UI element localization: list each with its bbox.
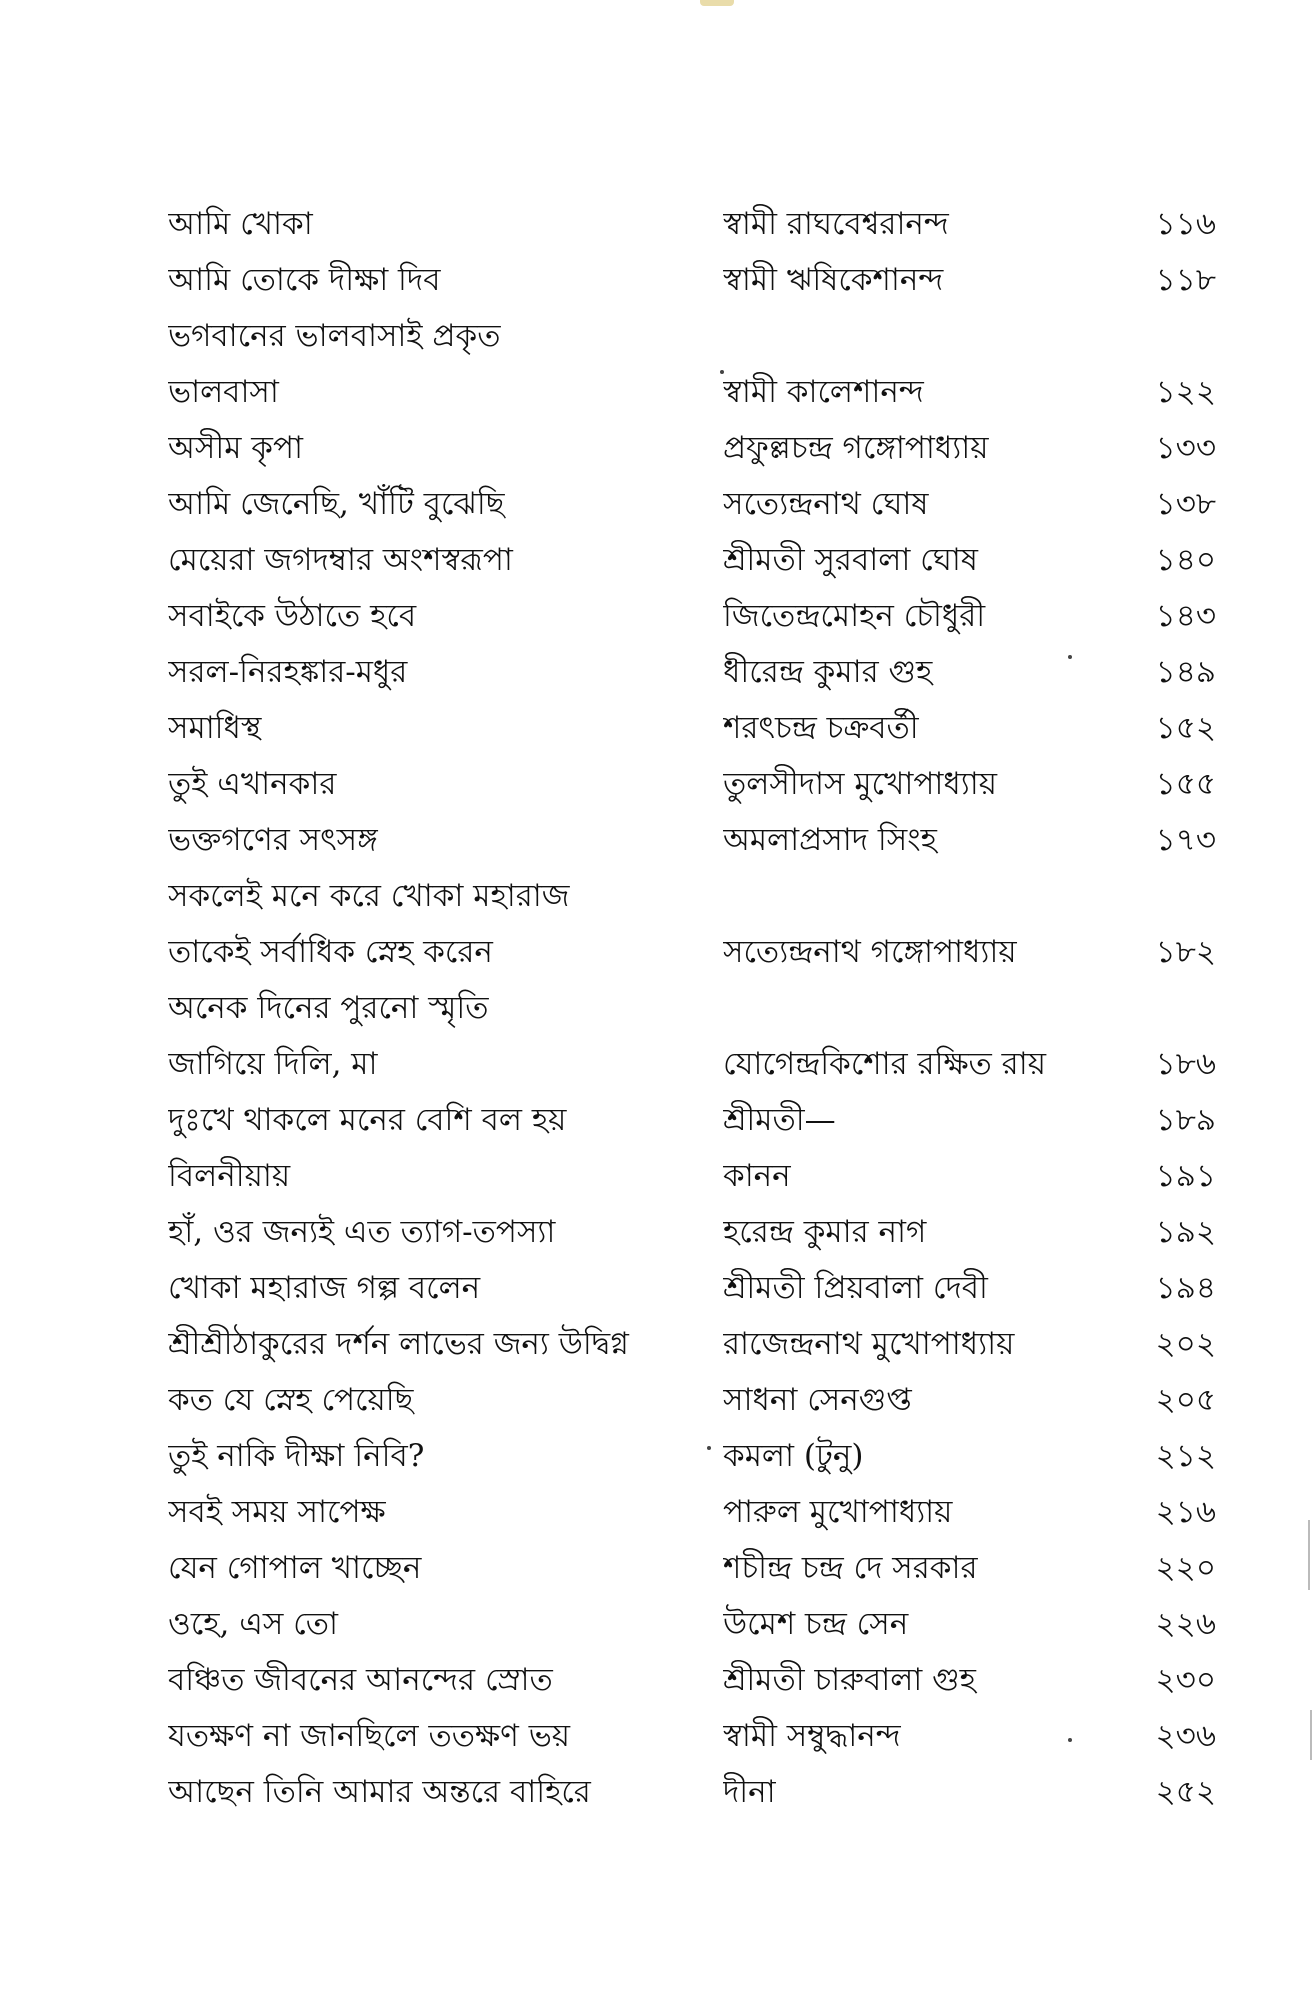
toc-title: অনেক দিনের পুরনো স্মৃতি: [168, 990, 489, 1026]
speck: [1068, 1738, 1072, 1742]
toc-author: শচীন্দ্র চন্দ্র দে সরকার: [723, 1550, 978, 1586]
toc-page-number: ১৪০: [1155, 542, 1216, 578]
toc-page-number: ১৯২: [1155, 1214, 1216, 1250]
toc-page-number: ২১২: [1155, 1438, 1216, 1474]
toc-author: শরৎচন্দ্র চক্রবর্তী: [723, 710, 919, 746]
toc-page-number: ১৯৪: [1155, 1270, 1216, 1306]
toc-page-number: ১৫৫: [1155, 766, 1216, 802]
toc-row: [168, 1484, 1248, 1540]
toc-row: [168, 1764, 1248, 1820]
toc-page-number: ১৩৮: [1155, 486, 1216, 522]
toc-page-number: ১৮২: [1155, 934, 1216, 970]
toc-page-number: ২৫২: [1155, 1774, 1216, 1810]
toc-author: শ্রীমতী প্রিয়বালা দেবী: [723, 1270, 988, 1306]
page-edge-mark: [1308, 1520, 1310, 1590]
toc-title: ওহে, এস তো: [168, 1606, 339, 1642]
toc-row: [168, 1708, 1248, 1764]
toc-author: স্বামী রাঘবেশ্বরানন্দ: [723, 206, 949, 242]
toc-title: সবই সময় সাপেক্ষ: [168, 1494, 386, 1530]
toc-author: স্বামী সম্বুদ্ধানন্দ: [723, 1718, 901, 1754]
toc-author: পারুল মুখোপাধ্যায়: [723, 1494, 953, 1530]
toc-page-number: ১৪৩: [1155, 598, 1216, 634]
toc-author: স্বামী কালেশানন্দ: [723, 374, 924, 410]
toc-row: [168, 1260, 1248, 1316]
toc-author: কমলা (টুনু): [723, 1438, 864, 1474]
toc-row: [168, 1092, 1248, 1148]
toc-author: তুলসীদাস মুখোপাধ্যায়: [723, 766, 997, 802]
toc-page-number: ১৭৩: [1155, 822, 1216, 858]
toc-row: [168, 476, 1248, 532]
toc-author: উমেশ চন্দ্র সেন: [723, 1606, 909, 1642]
table-of-contents: [168, 196, 1248, 1820]
toc-author: যোগেন্দ্রকিশোর রক্ষিত রায়: [723, 1046, 1046, 1082]
toc-page-number: ১১৬: [1155, 206, 1216, 242]
toc-title: যতক্ষণ না জানছিলে ততক্ষণ ভয়: [168, 1718, 571, 1754]
toc-row: [168, 196, 1248, 252]
toc-row: [168, 252, 1248, 308]
toc-page-number: ১৪৯: [1155, 654, 1216, 690]
toc-title: আমি তোকে দীক্ষা দিব: [168, 262, 441, 298]
toc-author: হরেন্দ্র কুমার নাগ: [723, 1214, 927, 1250]
toc-title: দুঃখে থাকলে মনের বেশি বল হয়: [168, 1102, 567, 1138]
toc-title: বিলনীয়ায়: [168, 1158, 291, 1194]
toc-title: জাগিয়ে দিলি, মা: [168, 1046, 378, 1082]
toc-page-number: ১৮৯: [1155, 1102, 1216, 1138]
toc-row: [168, 308, 1248, 364]
toc-author: শ্রীমতী চারুবালা গুহ: [723, 1662, 976, 1698]
toc-title: সকলেই মনে করে খোকা মহারাজ: [168, 878, 570, 914]
toc-row: [168, 532, 1248, 588]
toc-author: স্বামী ঋষিকেশানন্দ: [723, 262, 944, 298]
toc-title: যেন গোপাল খাচ্ছেন: [168, 1550, 422, 1586]
toc-row: [168, 1204, 1248, 1260]
toc-author: সাধনা সেনগুপ্ত: [723, 1382, 912, 1418]
toc-row: [168, 1316, 1248, 1372]
speck: [720, 370, 724, 374]
toc-author: অমলাপ্রসাদ সিংহ: [723, 822, 937, 858]
toc-row: [168, 420, 1248, 476]
toc-page-number: ২২৬: [1155, 1606, 1216, 1642]
toc-row: [168, 756, 1248, 812]
toc-page-number: ২২০: [1155, 1550, 1216, 1586]
toc-title: সবাইকে উঠাতে হবে: [168, 598, 417, 634]
toc-author: শ্রীমতী—: [723, 1102, 836, 1138]
toc-page-number: ২৩৬: [1155, 1718, 1216, 1754]
toc-page-number: ২০৫: [1155, 1382, 1216, 1418]
toc-page-number: ১২২: [1155, 374, 1216, 410]
toc-row: [168, 1652, 1248, 1708]
toc-title: খোকা মহারাজ গল্প বলেন: [168, 1270, 481, 1306]
toc-title: আমি খোকা: [168, 206, 313, 242]
toc-title: মেয়েরা জগদম্বার অংশস্বরূপা: [168, 542, 513, 578]
toc-author: প্রফুল্লচন্দ্র গঙ্গোপাধ্যায়: [723, 430, 989, 466]
toc-row: [168, 1596, 1248, 1652]
toc-title: তুই নাকি দীক্ষা নিবি?: [168, 1438, 425, 1474]
toc-author: দীনা: [723, 1774, 776, 1810]
toc-row: [168, 644, 1248, 700]
toc-row: [168, 980, 1248, 1036]
toc-row: [168, 588, 1248, 644]
toc-author: সত্যেন্দ্রনাথ ঘোষ: [723, 486, 929, 522]
toc-title: ভালবাসা: [168, 374, 279, 410]
toc-row: [168, 812, 1248, 868]
toc-title: তুই এখানকার: [168, 766, 337, 802]
toc-title: ভক্তগণের সৎসঙ্গ: [168, 822, 378, 858]
toc-page-number: ১৯১: [1155, 1158, 1216, 1194]
toc-row: [168, 364, 1248, 420]
speck: [1068, 655, 1072, 659]
toc-page-number: ২০২: [1155, 1326, 1216, 1362]
toc-title: ভগবানের ভালবাসাই প্রকৃত: [168, 318, 501, 354]
toc-author: ধীরেন্দ্র কুমার গুহ: [723, 654, 933, 690]
toc-page-number: ১১৮: [1155, 262, 1216, 298]
toc-row: [168, 1428, 1248, 1484]
toc-row: [168, 1372, 1248, 1428]
toc-title: অসীম কৃপা: [168, 430, 303, 466]
toc-page-number: ২১৬: [1155, 1494, 1216, 1530]
toc-title: সরল-নিরহঙ্কার-মধুর: [168, 654, 408, 690]
toc-row: [168, 1540, 1248, 1596]
toc-page-number: ২৩০: [1155, 1662, 1216, 1698]
page-top-mark: [700, 0, 734, 6]
toc-title: সমাধিস্থ: [168, 710, 262, 746]
toc-title: বঞ্চিত জীবনের আনন্দের স্রোত: [168, 1662, 553, 1698]
toc-title: হাঁ, ওর জন্যই এত ত্যাগ-তপস্যা: [168, 1214, 556, 1250]
toc-title: আছেন তিনি আমার অন্তরে বাহিরে: [168, 1774, 591, 1810]
toc-author: শ্রীমতী সুরবালা ঘোষ: [723, 542, 978, 578]
toc-author: কানন: [723, 1158, 791, 1194]
toc-title: শ্রীশ্রীঠাকুরের দর্শন লাভের জন্য উদ্বিগ্ন: [168, 1326, 629, 1362]
toc-row: [168, 924, 1248, 980]
toc-author: সত্যেন্দ্রনাথ গঙ্গোপাধ্যায়: [723, 934, 1017, 970]
toc-row: [168, 868, 1248, 924]
page-edge-mark: [1310, 1710, 1312, 1760]
toc-page-number: ১৫২: [1155, 710, 1216, 746]
toc-author: জিতেন্দ্রমোহন চৌধুরী: [723, 598, 986, 634]
toc-row: [168, 700, 1248, 756]
toc-title: তাকেই সর্বাধিক স্নেহ করেন: [168, 934, 493, 970]
toc-row: [168, 1036, 1248, 1092]
toc-page-number: ১৩৩: [1155, 430, 1216, 466]
toc-title: কত যে স্নেহ পেয়েছি: [168, 1382, 414, 1418]
toc-page-number: ১৮৬: [1155, 1046, 1216, 1082]
toc-row: [168, 1148, 1248, 1204]
toc-author: রাজেন্দ্রনাথ মুখোপাধ্যায়: [723, 1326, 1015, 1362]
toc-title: আমি জেনেছি, খাঁটি বুঝেছি: [168, 486, 505, 522]
speck: [707, 1446, 711, 1450]
